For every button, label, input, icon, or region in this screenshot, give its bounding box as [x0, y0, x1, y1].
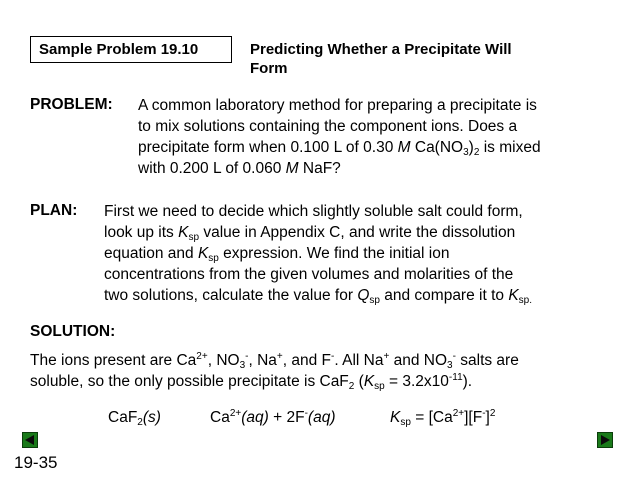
problem-line-4: with 0.200 L of 0.060 M NaF? [138, 160, 341, 177]
next-slide-button[interactable] [597, 432, 613, 448]
plan-text [104, 201, 624, 306]
page-number: 19-35 [14, 453, 58, 472]
problem-text [138, 95, 618, 179]
title-line-2: Form [250, 60, 288, 77]
plan-line-2: look up its $K_{sp}$ value in Appendix C, and write the dissolution [104, 224, 516, 243]
plan-line-5: two solutions, calculate the value for $Q_{sp}$ and compare it to $K_{sp.}$ [104, 287, 532, 306]
arrow-left-icon [23, 433, 37, 447]
plan-label: PLAN: [30, 202, 78, 219]
solution-label: SOLUTION: [30, 323, 116, 340]
problem-line-2: to mix solutions containing the component ions. Does a [138, 118, 518, 135]
solution-line-2: soluble, so the only possible precipitate is CaF$_2$ $(K_{sp} = 3.2x10^{-11})$. [30, 372, 473, 392]
plan-line-1: First we need to decide which slightly soluble salt could form, [104, 203, 523, 220]
arrow-right-icon [598, 433, 612, 447]
title-line-1: Predicting Whether a Precipitate Will [250, 41, 512, 58]
previous-slide-button[interactable] [22, 432, 38, 448]
solution-line-1: The ions present are $Ca^{2+}$, $NO_3^-$, Na+, and F-. All Na+ and $NO_3^-$ salts are [30, 351, 519, 371]
sample-problem-box: Sample Problem 19.10 [30, 36, 232, 63]
problem-line-3: precipitate form when 0.100 L of 0.30 M $Ca(NO_3)_2$ is mixed [138, 139, 541, 158]
plan-line-3: equation and $K_{sp}$ expression. We find the initial ion [104, 245, 450, 264]
solution-text [30, 350, 620, 392]
plan-line-4: concentrations from the given volumes and molarities of the [104, 266, 514, 283]
equation-reactant: CaF$_2$(s) [108, 409, 161, 428]
problem-line-1: A common laboratory method for preparing a precipitate is [138, 97, 537, 114]
equation-products: $Ca^{2+}(aq) + 2F^-(aq)$ [210, 408, 336, 426]
problem-label: PROBLEM: [30, 96, 113, 113]
page-title [250, 40, 610, 78]
ksp-expression: $K_{sp} = [Ca^{2+}][F^-]^2$ [390, 408, 496, 428]
